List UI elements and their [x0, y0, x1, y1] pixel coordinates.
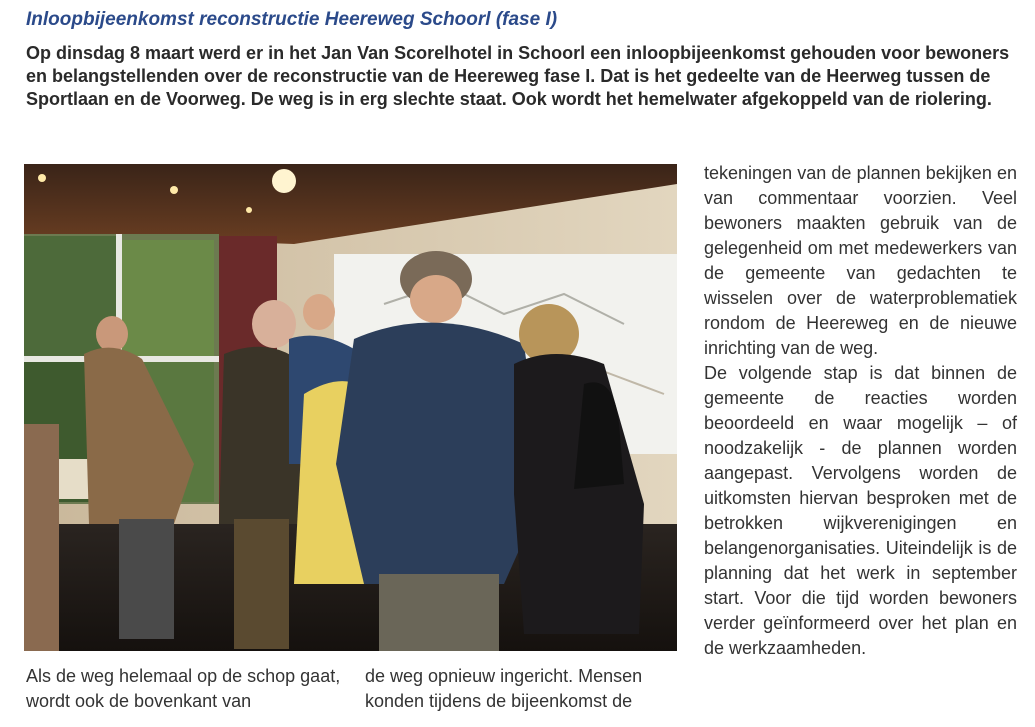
body-paragraph: De volgende stap is dat binnen de gemeente de reacties worden beoordeeld en waar mogelijk – of noodzakelijk - de plannen worden aangepast. Vervolgens worden de uitkomsten hiervan besproken met de betrokken wijkverenigingen en belangenorganisaties. Uiteindelijk is de planning dat het werk in september start. Voor die tijd worden bewoners verder geïnformeerd over het plan en de werkzaamheden. — [704, 363, 1017, 658]
body-paragraph: tekeningen van de plannen bekijken en van commentaar voorzien. Veel bewoners maakten gebruik van de gelegenheid om met medewerkers van de gemeente van gedachten te wisselen over de waterproblematiek rondom de Heereweg en de nieuwe inrichting van de weg. — [704, 163, 1017, 358]
body-column-2: de weg opnieuw ingericht. Mensen konden tijdens de bijeenkomst de — [365, 666, 643, 711]
article-title: Inloopbijeenkomst reconstructie Heereweg Schoorl (fase I) — [26, 9, 558, 30]
article-lead: Op dinsdag 8 maart werd er in het Jan Van Scorelhotel in Schoorl een inloopbijeenkomst gehouden voor bewoners en belangstellenden over de reconstructie van de Heereweg fase I. Dat is het gedeelte van de Heerweg tussen de Sportlaan en de Voorweg. De weg is in erg slechte staat. Ook wordt het hemelwater afgekoppeld van de riolering. — [26, 43, 1010, 109]
body-column-1: Als de weg helemaal op de schop gaat, wordt ook de bovenkant van — [26, 666, 341, 711]
body-column-3 — [704, 161, 1017, 661]
meeting-photo — [24, 164, 677, 651]
